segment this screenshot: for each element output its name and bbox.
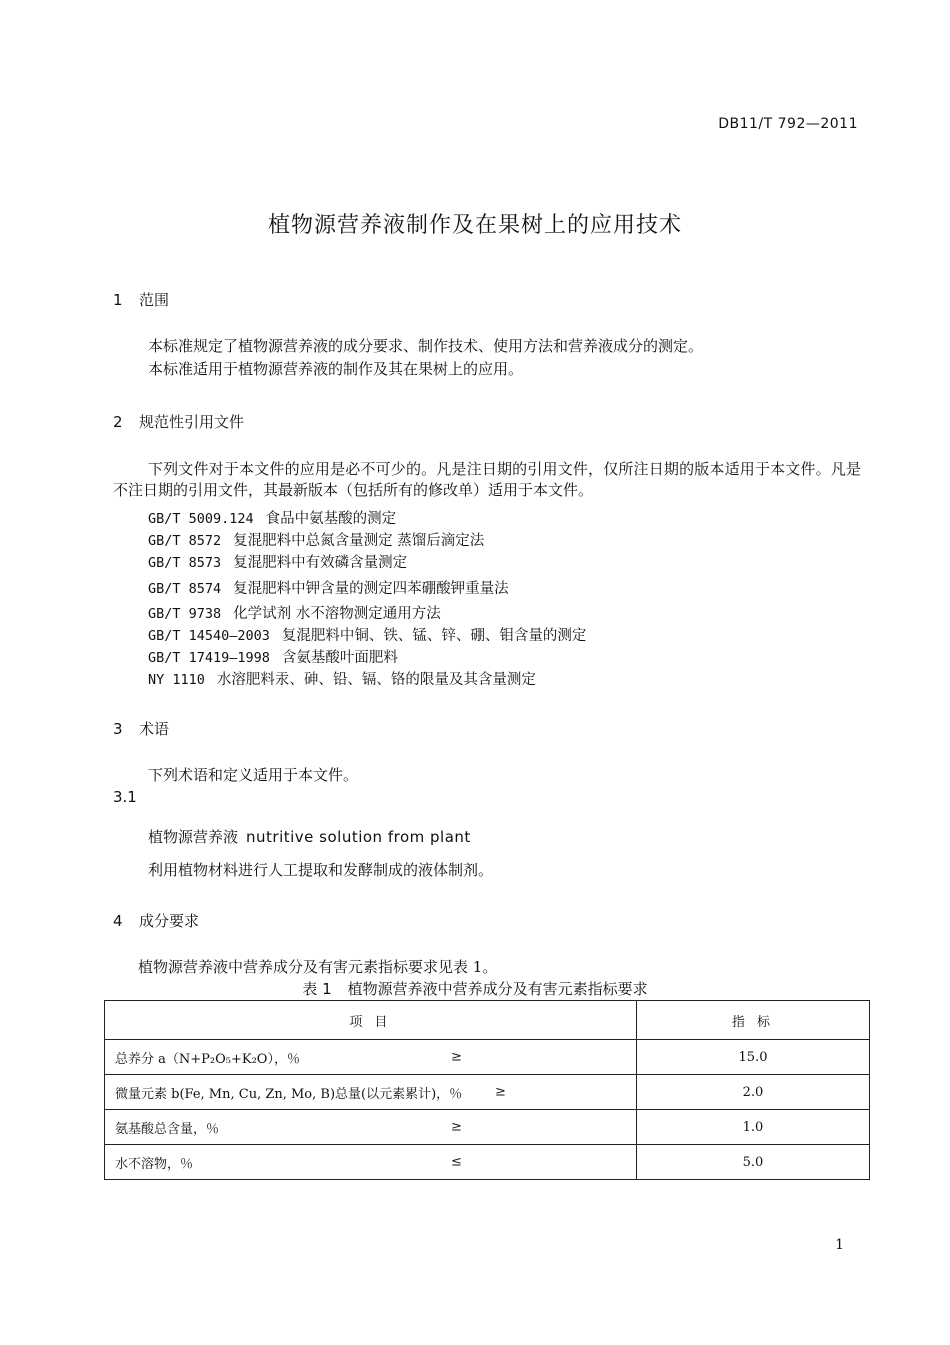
table-cell-item: [105, 1110, 637, 1145]
table-cell-value: 5.0: [637, 1145, 870, 1180]
section-number: 4: [113, 912, 123, 930]
reference-code: GB/T 14540—2003: [148, 628, 270, 644]
item-text: 微量元素 b(Fe, Mn, Cu, Zn, Mo, B)总量(以元素累计)，％: [115, 1086, 463, 1102]
reference-item: [148, 507, 396, 528]
reference-code: GB/T 5009.124: [148, 511, 254, 527]
section-2-heading: [113, 411, 244, 432]
reference-item: [148, 668, 536, 689]
section-title: 范围: [139, 291, 170, 309]
document-code: DB11/T 792—2011: [718, 116, 858, 132]
comparison-symbol: ≤: [451, 1154, 462, 1170]
subsection-number: 3.1: [113, 788, 137, 806]
reference-item: [148, 624, 586, 645]
reference-code: NY 1110: [148, 672, 205, 688]
section-title: 成分要求: [139, 912, 200, 930]
paragraph: 下列术语和定义适用于本文件。: [148, 766, 359, 784]
item-text: 氨基酸总含量，％: [115, 1121, 220, 1137]
page-title: 植物源营养液制作及在果树上的应用技术: [267, 213, 682, 238]
term-definition: 利用植物材料进行人工提取和发酵制成的液体制剂。: [148, 861, 494, 879]
section-4-heading: [113, 910, 199, 931]
reference-code: GB/T 8572: [148, 533, 222, 549]
table-cell-item: [105, 1075, 637, 1110]
reference-title: 复混肥料中总氮含量测定 蒸馏后滴定法: [233, 533, 485, 549]
reference-item: [148, 551, 407, 572]
item-text: 总养分 a（N+P₂O₅+K₂O），％: [115, 1051, 300, 1067]
table-row: [105, 1040, 870, 1075]
table-cell-value: 15.0: [637, 1040, 870, 1075]
table-cell-item: [105, 1040, 637, 1075]
comparison-symbol: ≥: [451, 1119, 462, 1135]
reference-title: 复混肥料中钾含量的测定四苯硼酸钾重量法: [233, 581, 509, 597]
section-3-heading: [113, 718, 169, 739]
paragraph: 下列文件对于本文件的应用是必不可少的。凡是注日期的引用文件，仅所注日期的版本适用于本文件。凡是不注日期的引用文件，其最新版本（包括所有的修改单）适用于本文件。: [113, 460, 861, 499]
term-english: nutritive solution from plant: [246, 828, 471, 846]
section-1-heading: [113, 289, 169, 310]
reference-title: 化学试剂 水不溶物测定通用方法: [233, 606, 441, 622]
paragraph: 本标准适用于植物源营养液的制作及其在果树上的应用。: [148, 360, 524, 378]
section-title: 规范性引用文件: [139, 413, 245, 431]
section-number: 2: [113, 413, 123, 431]
section-title: 术语: [139, 720, 170, 738]
table-header-row: [105, 1001, 870, 1040]
reference-title: 复混肥料中铜、铁、锰、锌、硼、钼含量的测定: [281, 628, 587, 644]
item-text: 水不溶物，％: [115, 1156, 194, 1172]
table-caption-text: 植物源营养液中营养成分及有害元素指标要求: [347, 980, 648, 998]
reference-item: [148, 577, 509, 598]
reference-title: 复混肥料中有效磷含量测定: [233, 555, 408, 571]
table-cell-item: [105, 1145, 637, 1180]
comparison-symbol: ≥: [495, 1084, 506, 1100]
table-caption: [0, 978, 950, 999]
requirements-table: [104, 1000, 870, 1180]
section-number: 1: [113, 291, 123, 309]
column-header-value: 指 标: [637, 1001, 870, 1040]
paragraph: 植物源营养液中营养成分及有害元素指标要求见表 1。: [138, 958, 498, 976]
table-label: 表 1: [302, 980, 332, 998]
table-row: [105, 1110, 870, 1145]
table-row: [105, 1145, 870, 1180]
section-number: 3: [113, 720, 123, 738]
table-cell-value: 1.0: [637, 1110, 870, 1145]
reference-code: GB/T 8574: [148, 581, 222, 597]
reference-item: [148, 646, 398, 667]
reference-title: 含氨基酸叶面肥料: [281, 650, 398, 666]
reference-item: [148, 602, 441, 623]
term-entry: [148, 826, 471, 847]
reference-code: GB/T 8573: [148, 555, 222, 571]
reference-code: GB/T 17419—1998: [148, 650, 270, 666]
reference-title: 食品中氨基酸的测定: [265, 511, 397, 527]
column-header-item: 项 目: [105, 1001, 637, 1040]
term-chinese: 植物源营养液: [148, 828, 239, 846]
table-cell-value: 2.0: [637, 1075, 870, 1110]
table-row: [105, 1075, 870, 1110]
reference-title: 水溶肥料汞、砷、铅、镉、铬的限量及其含量测定: [216, 672, 536, 688]
page-number: 1: [835, 1237, 844, 1253]
comparison-symbol: ≥: [451, 1049, 462, 1065]
reference-code: GB/T 9738: [148, 606, 222, 622]
paragraph: 本标准规定了植物源营养液的成分要求、制作技术、使用方法和营养液成分的测定。: [148, 337, 704, 355]
reference-item: [148, 529, 484, 550]
